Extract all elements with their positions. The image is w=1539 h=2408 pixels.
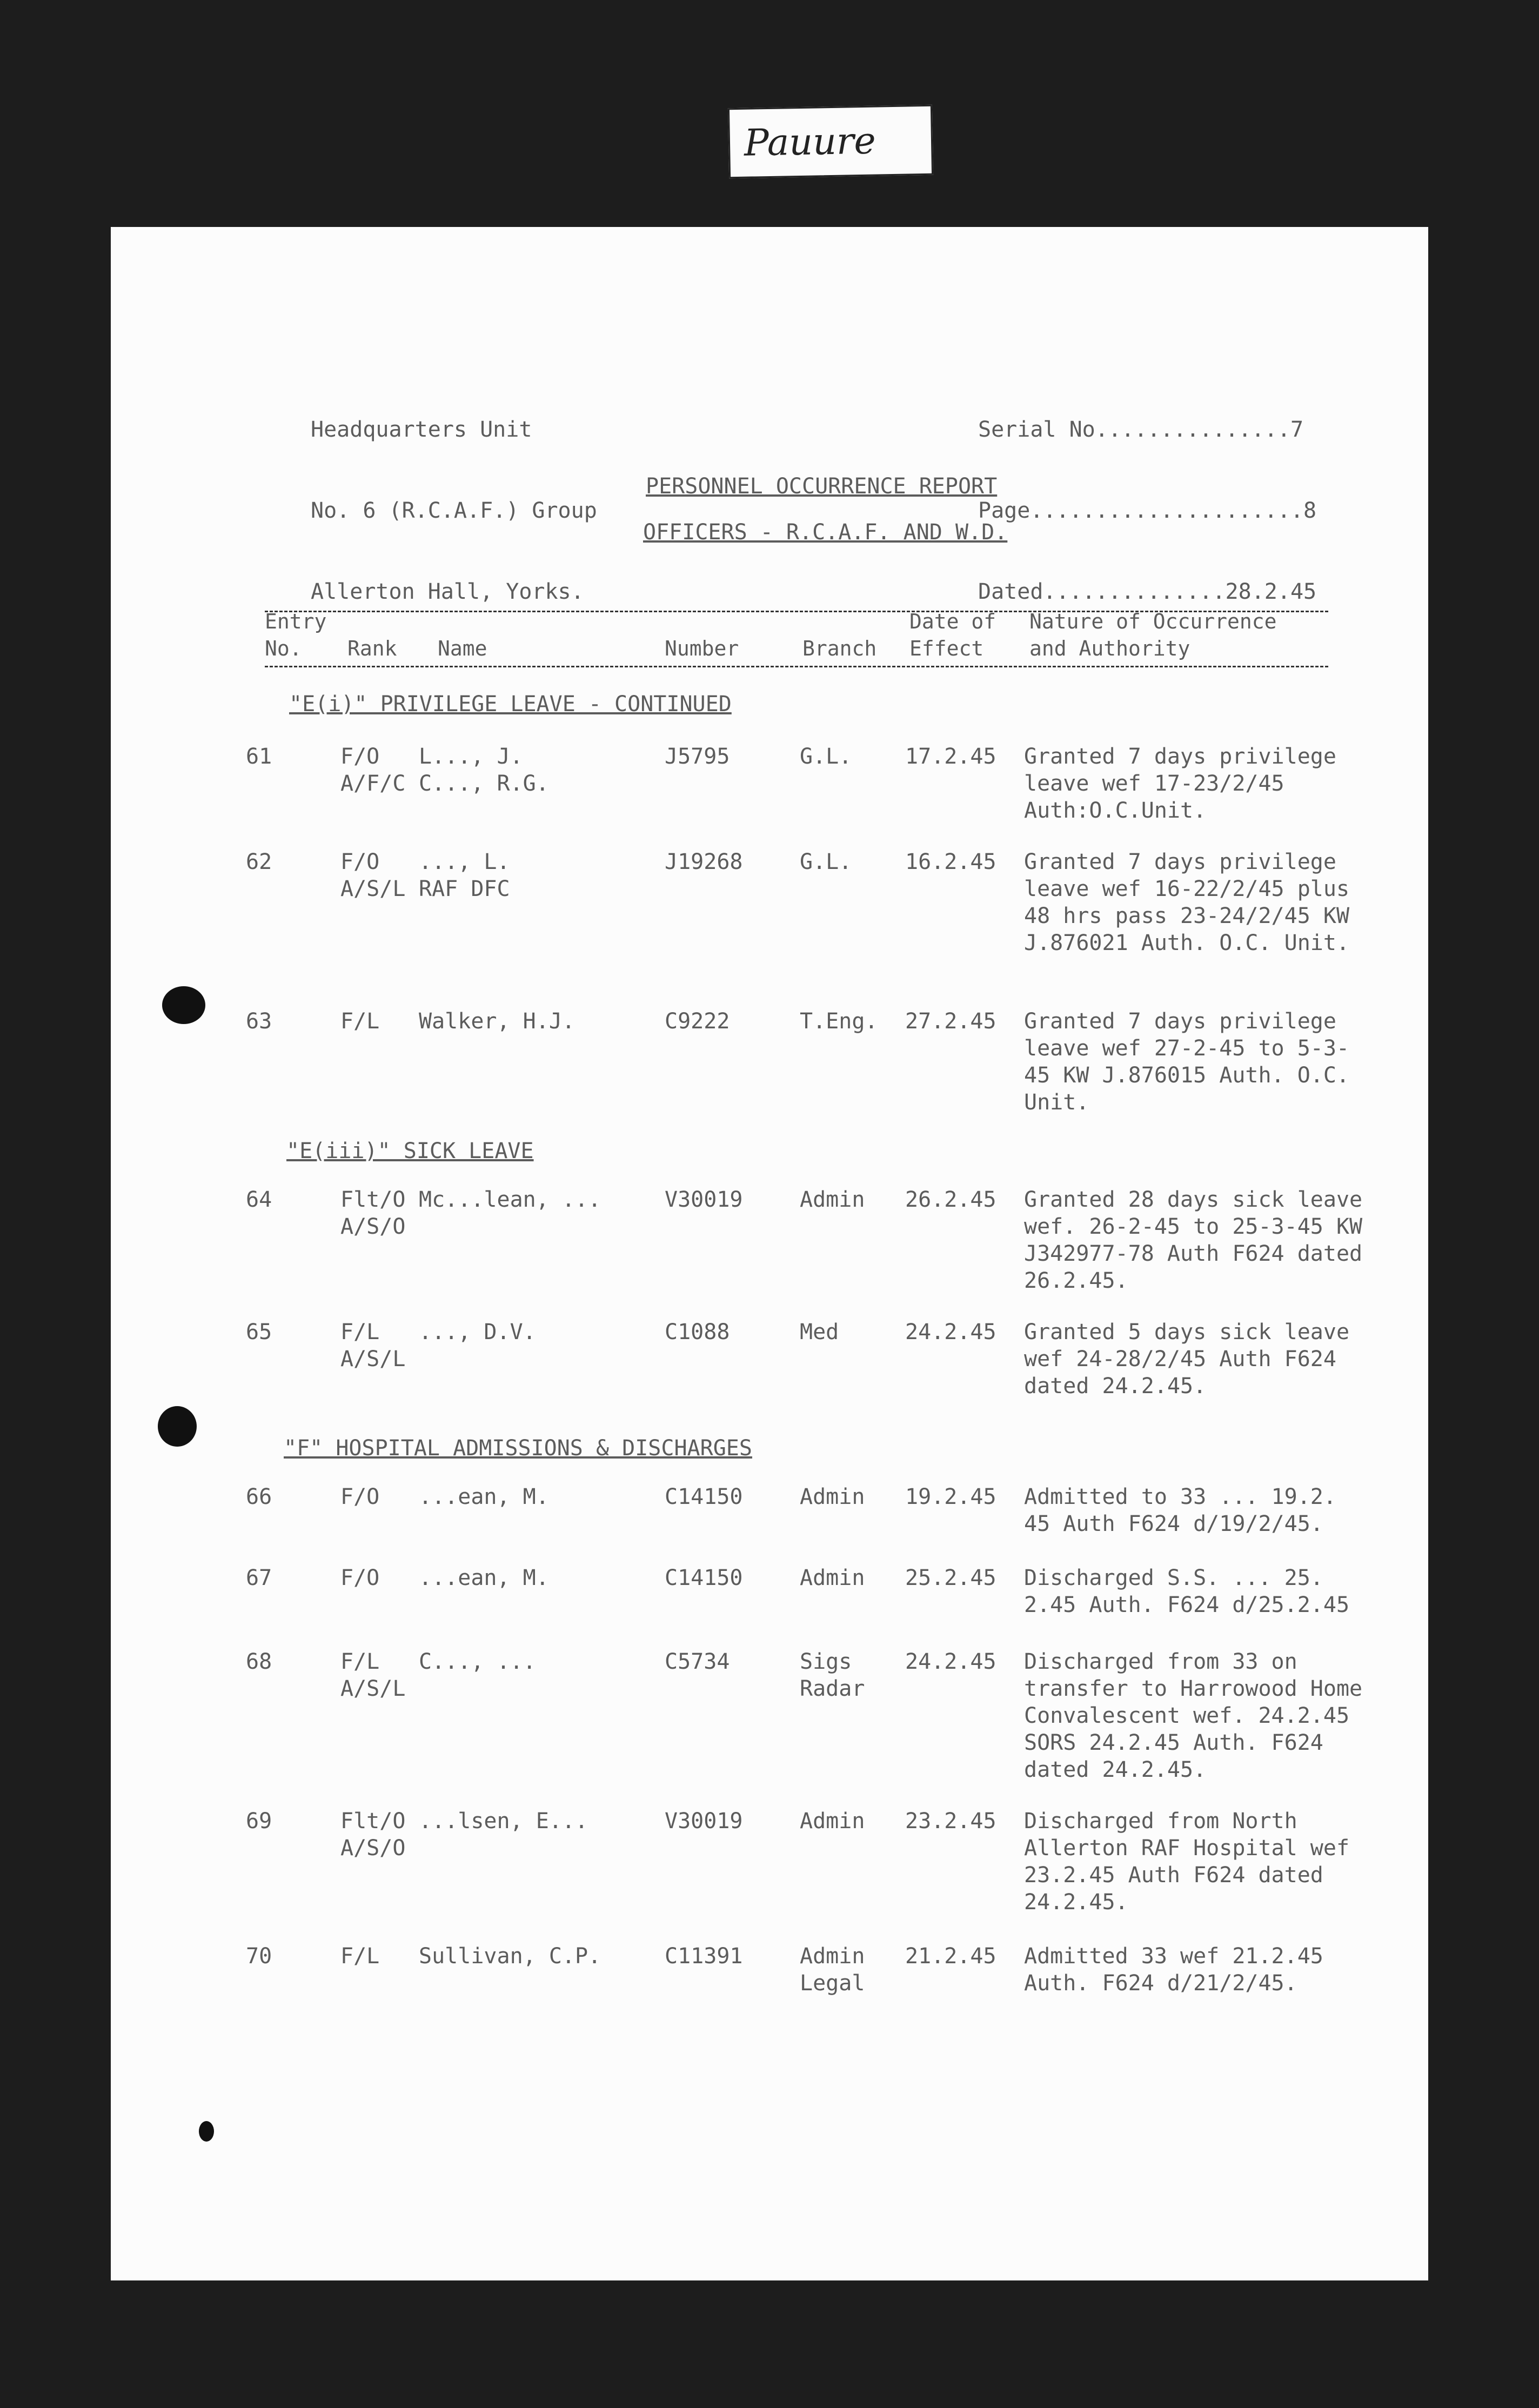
- entry-nature: Granted 7 days privilege leave wef 16-22/2/45 plus 48 hrs pass 23-24/2/45 KW J.876021 Auth. O.C. Unit.: [1024, 850, 1350, 955]
- entry-nature: Admitted to 33 ... 19.2. 45 Auth F624 d/19/2/45.: [1024, 1484, 1336, 1536]
- punch-hole: [199, 2121, 214, 2142]
- col-number: Number: [665, 637, 739, 660]
- entry-name: ...lsen, E...: [419, 1809, 588, 1834]
- file-tag-label: Pauure: [728, 105, 933, 179]
- entry-name: ..., D.V.: [419, 1320, 536, 1345]
- section-privilege-leave: "E(i)" PRIVILEGE LEAVE - CONTINUED: [289, 692, 732, 717]
- entry-rank: F/L: [340, 1009, 380, 1034]
- entry-branch: Admin: [800, 1187, 865, 1212]
- entry-rank: F/O A/S/L: [340, 850, 406, 901]
- entry-no: 64: [246, 1187, 272, 1212]
- entry-no: 68: [246, 1649, 272, 1674]
- entry-nature: Discharged from North Allerton RAF Hospital wef 23.2.45 Auth F624 dated 24.2.45.: [1024, 1809, 1350, 1915]
- entry-number: C11391: [665, 1944, 743, 1969]
- entry-branch: G.L.: [800, 744, 852, 769]
- entry-branch: Admin Legal: [800, 1944, 865, 1996]
- entry-name: Sullivan, C.P.: [419, 1944, 601, 1969]
- entry-branch: G.L.: [800, 850, 852, 874]
- entry-no: 62: [246, 850, 272, 874]
- entry-no: 70: [246, 1944, 272, 1969]
- entry-name: ...ean, M.: [419, 1484, 549, 1509]
- entry-date: 24.2.45: [905, 1320, 996, 1345]
- entry-rank: F/O: [340, 1484, 380, 1509]
- entry-rank: Flt/O A/S/O: [340, 1187, 406, 1239]
- entry-date: 17.2.45: [905, 744, 996, 769]
- entry-rank: Flt/O A/S/O: [340, 1809, 406, 1861]
- entry-no: 63: [246, 1009, 272, 1034]
- report-title: PERSONNEL OCCURRENCE REPORT: [646, 474, 998, 499]
- entry-number: V30019: [665, 1809, 743, 1834]
- entry-branch: Med: [800, 1320, 839, 1345]
- entry-branch: Admin: [800, 1484, 865, 1509]
- entry-nature: Discharged from 33 on transfer to Harrowood Home Convalescent wef. 24.2.45 SORS 24.2.45 Auth. F624 dated 24.2.45.: [1024, 1649, 1363, 1782]
- unit-block: [311, 362, 597, 659]
- entry-no: 65: [246, 1320, 272, 1345]
- entry-number: J19268: [665, 850, 743, 874]
- entry-date: 26.2.45: [905, 1187, 996, 1212]
- unit-line-1: Headquarters Unit: [311, 417, 532, 442]
- punch-hole: [158, 1406, 197, 1447]
- entry-date: 25.2.45: [905, 1566, 996, 1590]
- entry-name: ..., L. RAF DFC: [419, 850, 510, 901]
- col-nature: Nature of Occurrence and Authority: [1029, 610, 1277, 660]
- entry-number: V30019: [665, 1187, 743, 1212]
- col-date: Date of Effect: [909, 610, 996, 660]
- entry-no: 61: [246, 744, 272, 769]
- entry-number: C9222: [665, 1009, 730, 1034]
- entry-branch: Sigs Radar: [800, 1649, 865, 1701]
- entry-name: Walker, H.J.: [419, 1009, 575, 1034]
- dated-line: Dated..............28.2.45: [978, 579, 1317, 604]
- section-hospital: "F" HOSPITAL ADMISSIONS & DISCHARGES: [284, 1436, 752, 1461]
- entry-number: C5734: [665, 1649, 730, 1674]
- document-page: [111, 227, 1428, 2280]
- unit-line-3: Allerton Hall, Yorks.: [311, 579, 584, 604]
- entry-number: C14150: [665, 1566, 743, 1590]
- entry-rank: F/L A/S/L: [340, 1320, 406, 1372]
- entry-name: ...ean, M.: [419, 1566, 549, 1590]
- entry-no: 67: [246, 1566, 272, 1590]
- page-line: Page.....................8: [978, 498, 1317, 523]
- entry-branch: Admin: [800, 1566, 865, 1590]
- unit-line-2: No. 6 (R.C.A.F.) Group: [311, 498, 597, 523]
- entry-name: C..., ...: [419, 1649, 536, 1674]
- entry-date: 24.2.45: [905, 1649, 996, 1674]
- entry-nature: Discharged S.S. ... 25. 2.45 Auth. F624 d/25.2.45: [1024, 1566, 1350, 1617]
- entry-nature: Granted 7 days privilege leave wef 17-23/2/45 Auth:O.C.Unit.: [1024, 744, 1336, 823]
- entry-date: 19.2.45: [905, 1484, 996, 1509]
- punch-hole: [162, 986, 205, 1024]
- entry-branch: T.Eng.: [800, 1009, 878, 1034]
- entry-rank: F/L A/S/L: [340, 1649, 406, 1701]
- entry-number: C14150: [665, 1484, 743, 1509]
- entry-branch: Admin: [800, 1809, 865, 1834]
- entry-date: 23.2.45: [905, 1809, 996, 1834]
- col-entry: Entry No.: [265, 610, 327, 660]
- entry-rank: F/O: [340, 1566, 380, 1590]
- entry-number: C1088: [665, 1320, 730, 1345]
- entry-no: 69: [246, 1809, 272, 1834]
- report-subtitle: OFFICERS - R.C.A.F. AND W.D.: [643, 520, 1008, 545]
- entry-nature: Granted 28 days sick leave wef. 26-2-45 to 25-3-45 KW J342977-78 Auth F624 dated 26.2.45.: [1024, 1187, 1363, 1293]
- entry-no: 66: [246, 1484, 272, 1509]
- entry-date: 21.2.45: [905, 1944, 996, 1969]
- entry-rank: F/O A/F/C: [340, 744, 406, 796]
- serial-line: Serial No...............7: [978, 417, 1304, 442]
- entry-number: J5795: [665, 744, 730, 769]
- entry-nature: Granted 7 days privilege leave wef 27-2-45 to 5-3-45 KW J.876015 Auth. O.C. Unit.: [1024, 1009, 1350, 1115]
- entry-rank: F/L: [340, 1944, 380, 1969]
- header-rule-bottom: [265, 666, 1328, 667]
- entry-date: 16.2.45: [905, 850, 996, 874]
- entry-date: 27.2.45: [905, 1009, 996, 1034]
- col-branch: Branch: [802, 637, 877, 660]
- entry-nature: Granted 5 days sick leave wef 24-28/2/45 Auth F624 dated 24.2.45.: [1024, 1320, 1350, 1399]
- section-sick-leave: "E(iii)" SICK LEAVE: [286, 1139, 534, 1163]
- entry-name: L..., J. C..., R.G.: [419, 744, 549, 796]
- col-name: Name: [438, 637, 487, 660]
- col-rank: Rank: [347, 637, 397, 660]
- entry-name: Mc...lean, ...: [419, 1187, 601, 1212]
- entry-nature: Admitted 33 wef 21.2.45 Auth. F624 d/21/2/45.: [1024, 1944, 1323, 1996]
